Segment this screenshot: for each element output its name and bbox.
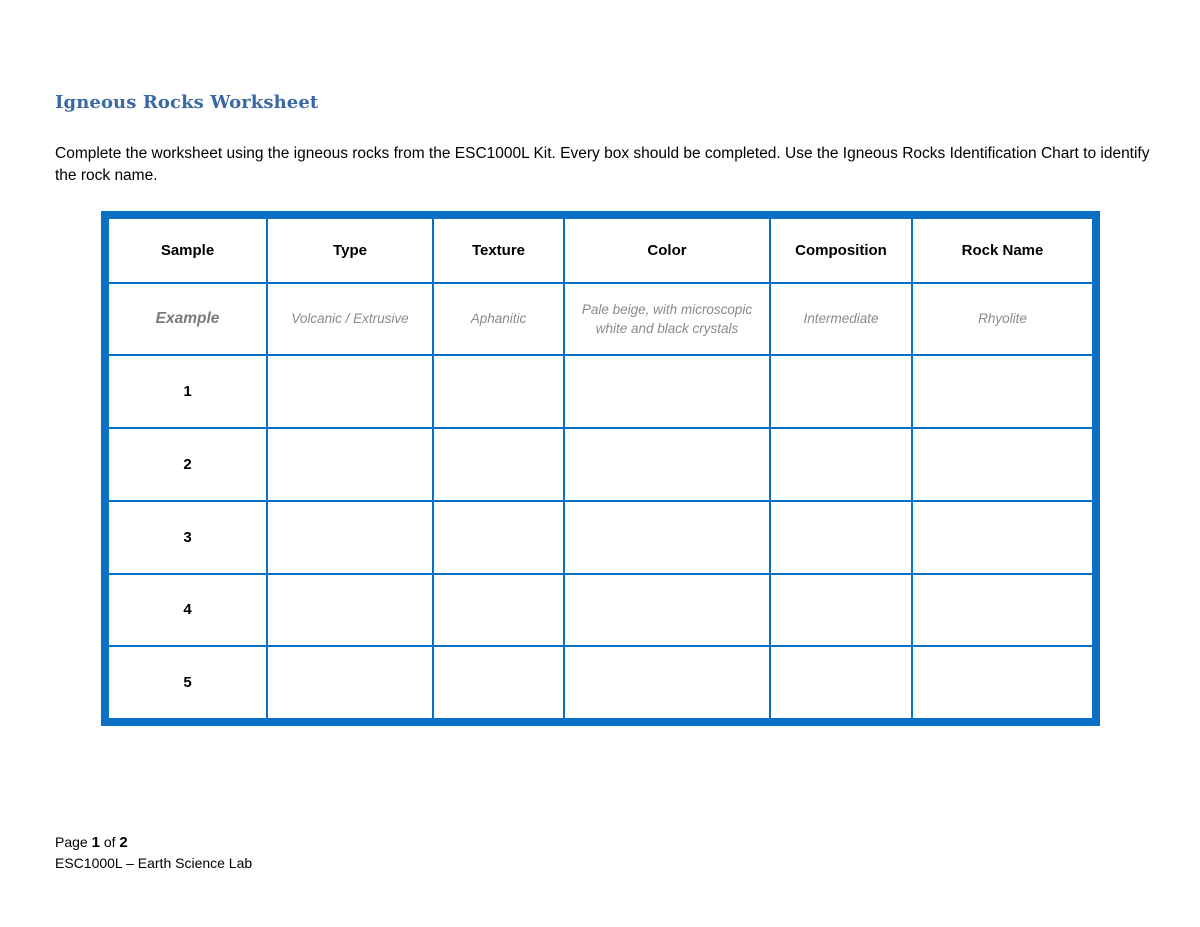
rock-name-input-cell[interactable] bbox=[912, 355, 1092, 428]
table-row bbox=[109, 501, 1092, 574]
header-sample: Sample bbox=[109, 219, 267, 283]
sample-number-cell: 3 bbox=[109, 501, 267, 574]
rock-name-input-cell[interactable] bbox=[912, 646, 1092, 718]
type-input-cell[interactable] bbox=[267, 574, 433, 647]
rock-name-input-cell[interactable] bbox=[912, 574, 1092, 647]
page-prefix: Page bbox=[55, 834, 88, 850]
sample-number-cell: 1 bbox=[109, 355, 267, 428]
composition-input-cell[interactable] bbox=[770, 646, 912, 718]
instructions-text: Complete the worksheet using the igneous rocks from the ESC1000L Kit. Every box should be completed. Use the Igneous Rocks Identification Chart to identify the rock name. bbox=[55, 145, 1150, 184]
page-number bbox=[55, 832, 252, 853]
color-input-cell[interactable] bbox=[564, 501, 770, 574]
table-row bbox=[109, 574, 1092, 647]
texture-input-cell[interactable] bbox=[433, 646, 564, 718]
sample-number-cell: 5 bbox=[109, 646, 267, 718]
texture-input-cell[interactable] bbox=[433, 355, 564, 428]
sample-number-cell: 4 bbox=[109, 574, 267, 647]
composition-input-cell[interactable] bbox=[770, 428, 912, 501]
type-input-cell[interactable] bbox=[267, 428, 433, 501]
type-input-cell[interactable] bbox=[267, 646, 433, 718]
table-row bbox=[109, 646, 1092, 718]
header-texture: Texture bbox=[433, 219, 564, 283]
composition-input-cell[interactable] bbox=[770, 355, 912, 428]
header-type: Type bbox=[267, 219, 433, 283]
example-type-cell: Volcanic / Extrusive bbox=[267, 283, 433, 356]
header-rock-name: Rock Name bbox=[912, 219, 1092, 283]
header-color: Color bbox=[564, 219, 770, 283]
color-input-cell[interactable] bbox=[564, 355, 770, 428]
table-row bbox=[109, 428, 1092, 501]
sample-number-cell: 2 bbox=[109, 428, 267, 501]
color-input-cell[interactable] bbox=[564, 428, 770, 501]
page-of: of bbox=[103, 834, 116, 850]
type-input-cell[interactable] bbox=[267, 501, 433, 574]
example-rock-name-cell: Rhyolite bbox=[912, 283, 1092, 356]
color-input-cell[interactable] bbox=[564, 646, 770, 718]
table-row bbox=[109, 355, 1092, 428]
texture-input-cell[interactable] bbox=[433, 501, 564, 574]
worksheet-table-frame bbox=[101, 211, 1100, 726]
example-composition-cell: Intermediate bbox=[770, 283, 912, 356]
page-total: 2 bbox=[119, 834, 128, 851]
header-composition: Composition bbox=[770, 219, 912, 283]
page-footer bbox=[55, 832, 252, 874]
texture-input-cell[interactable] bbox=[433, 428, 564, 501]
example-texture-cell: Aphanitic bbox=[433, 283, 564, 356]
course-label: ESC1000L – Earth Science Lab bbox=[55, 855, 253, 871]
rock-name-input-cell[interactable] bbox=[912, 501, 1092, 574]
header-row bbox=[109, 219, 1092, 283]
composition-input-cell[interactable] bbox=[770, 574, 912, 647]
page-title: Igneous Rocks Worksheet bbox=[55, 92, 319, 113]
page-current: 1 bbox=[91, 834, 100, 851]
texture-input-cell[interactable] bbox=[433, 574, 564, 647]
rock-name-input-cell[interactable] bbox=[912, 428, 1092, 501]
example-color-cell: Pale beige, with microscopic white and black crystals bbox=[564, 283, 770, 356]
color-input-cell[interactable] bbox=[564, 574, 770, 647]
composition-input-cell[interactable] bbox=[770, 501, 912, 574]
example-row bbox=[109, 283, 1092, 356]
example-sample-cell: Example bbox=[109, 283, 267, 356]
worksheet-table bbox=[109, 219, 1092, 718]
type-input-cell[interactable] bbox=[267, 355, 433, 428]
